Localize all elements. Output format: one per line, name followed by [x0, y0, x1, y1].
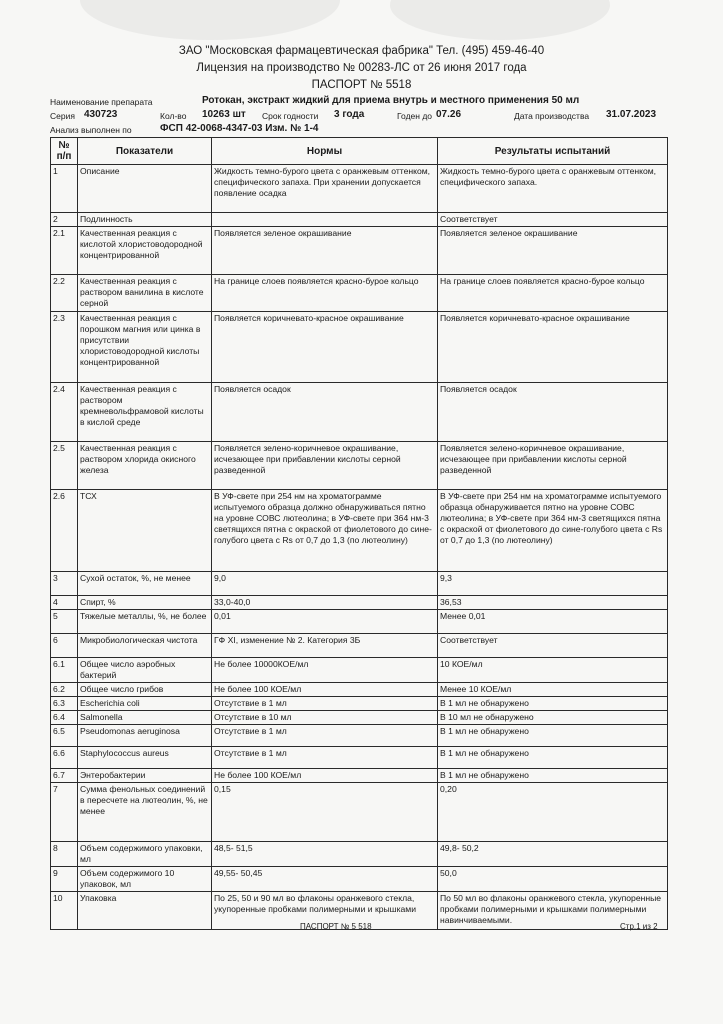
cell-number: 2.5: [51, 442, 78, 490]
cell-norm: Жидкость темно-бурого цвета с оранжевым оттенком, специфического запаха. При хранении допускается появление осадка: [212, 165, 438, 213]
cell-result: В 10 мл не обнаружено: [438, 711, 668, 725]
table-row: [51, 442, 668, 490]
cell-result: 0,20: [438, 783, 668, 842]
cell-result: Менее 10 КОЕ/мл: [438, 683, 668, 697]
qty-value: 10263 шт: [202, 109, 246, 120]
cell-result: Появляется зелено-коричневое окрашивание, исчезающее при прибавлении кислоты серной разведенной: [438, 442, 668, 490]
cell-norm: 33,0-40,0: [212, 596, 438, 610]
passport-title: ПАСПОРТ № 5518: [311, 79, 412, 91]
cell-number: 6.2: [51, 683, 78, 697]
series-value: 430723: [84, 109, 118, 120]
cell-number: 6.6: [51, 747, 78, 769]
table-row: [51, 596, 668, 610]
cell-indicator: Качественная реакция с кислотой хлористоводородной концентрированной: [78, 227, 212, 275]
cell-result: Появляется осадок: [438, 383, 668, 442]
cell-indicator: Энтеробактерии: [78, 769, 212, 783]
cell-indicator: ТСХ: [78, 490, 212, 572]
table-row: [51, 490, 668, 572]
cell-indicator: Сухой остаток, %, не менее: [78, 572, 212, 596]
cell-indicator: Качественная реакция с раствором ванилина в кислоте серной: [78, 275, 212, 312]
table-row: [51, 711, 668, 725]
cell-indicator: Качественная реакция с порошком магния или цинка в присутствии хлористоводородной кислоты концентрированной: [78, 312, 212, 383]
cell-indicator: Общее число аэробных бактерий: [78, 658, 212, 683]
table-row: [51, 683, 668, 697]
cell-norm: Отсутствие в 1 мл: [212, 725, 438, 747]
company-line: ЗАО "Московская фармацевтическая фабрика" Тел. (495) 459-46-40: [178, 45, 545, 57]
cell-result: В 1 мл не обнаружено: [438, 747, 668, 769]
cell-indicator: Подлинность: [78, 213, 212, 227]
cell-number: 4: [51, 596, 78, 610]
cell-result: В 1 мл не обнаружено: [438, 697, 668, 711]
cell-indicator: Спирт, %: [78, 596, 212, 610]
footer-page-number: Стр.1 из 2: [620, 922, 658, 931]
cell-number: 6.4: [51, 711, 78, 725]
cell-result: По 50 мл во флаконы оранжевого стекла, укупоренные пробками полимерными и крышками полимерными навинчиваемыми.: [438, 892, 668, 930]
cell-result: 9,3: [438, 572, 668, 596]
cell-result: Появляется коричневато-красное окрашивание: [438, 312, 668, 383]
cell-norm: ГФ XI, изменение № 2. Категория 3Б: [212, 634, 438, 658]
cell-norm: 9,0: [212, 572, 438, 596]
cell-result: В УФ-свете при 254 нм на хроматограмме испытуемого образца обнаруживается пятно на уровне СОВС лютеолина; в УФ-свете при 364 нм-3 светящихся пятна с окраской от фиолетового до сине-голубого цвета с Rs от 0,7 до 1,3 (по лютеолину): [438, 490, 668, 572]
cell-indicator: Сумма фенольных соединений в пересчете на лютеолин, %, не менее: [78, 783, 212, 842]
cell-number: 2: [51, 213, 78, 227]
analysis-value: ФСП 42-0068-4347-03 Изм. № 1-4: [160, 123, 319, 134]
cell-norm: 48,5- 51,5: [212, 842, 438, 867]
table-row: [51, 697, 668, 711]
cell-number: 5: [51, 610, 78, 634]
license-line: Лицензия на производство № 00283-ЛС от 26 июня 2017 года: [196, 62, 527, 74]
cell-indicator: Общее число грибов: [78, 683, 212, 697]
cell-norm: Появляется осадок: [212, 383, 438, 442]
analysis-label: Анализ выполнен по: [50, 125, 132, 135]
cell-number: 6.3: [51, 697, 78, 711]
cell-indicator: Объем содержимого упаковки, мл: [78, 842, 212, 867]
cell-result: Менее 0,01: [438, 610, 668, 634]
table-row: [51, 227, 668, 275]
valid-label: Годен до: [397, 111, 433, 121]
table-row: [51, 867, 668, 892]
table-header-row: [51, 138, 668, 165]
cell-norm: Отсутствие в 10 мл: [212, 711, 438, 725]
cell-indicator: Упаковка: [78, 892, 212, 930]
cell-indicator: Качественная реакция с раствором кремневольфрамовой кислоты в кислой среде: [78, 383, 212, 442]
col-indicator-header: Показатели: [78, 138, 212, 165]
cell-norm: Не более 10000КОЕ/мл: [212, 658, 438, 683]
cell-result: 10 КОЕ/мл: [438, 658, 668, 683]
cell-norm: Отсутствие в 1 мл: [212, 697, 438, 711]
cell-result: В 1 мл не обнаружено: [438, 769, 668, 783]
cell-norm: Не более 100 КОЕ/мл: [212, 683, 438, 697]
cell-number: 2.2: [51, 275, 78, 312]
table-row: [51, 213, 668, 227]
col-norm-header: Нормы: [212, 138, 438, 165]
cell-norm: Появляется зелено-коричневое окрашивание, исчезающее при прибавлении кислоты серной разведенной: [212, 442, 438, 490]
table-row: [51, 725, 668, 747]
cell-number: 1: [51, 165, 78, 213]
drug-label: Наименование препарата: [50, 97, 153, 107]
scan-stain: [80, 0, 340, 40]
table-row: [51, 842, 668, 867]
cell-indicator: Escherichia coli: [78, 697, 212, 711]
shelf-label: Срок годности: [262, 111, 319, 121]
valid-value: 07.26: [436, 109, 462, 120]
table-row: [51, 165, 668, 213]
cell-result: 50,0: [438, 867, 668, 892]
cell-number: 6.7: [51, 769, 78, 783]
cell-norm: 49,55- 50,45: [212, 867, 438, 892]
cell-number: 6.1: [51, 658, 78, 683]
table-row: [51, 610, 668, 634]
cell-result: Соответствует: [438, 213, 668, 227]
cell-number: 2.6: [51, 490, 78, 572]
cell-result: В 1 мл не обнаружено: [438, 725, 668, 747]
cell-indicator: Staphylococcus aureus: [78, 747, 212, 769]
cell-result: На границе слоев появляется красно-бурое кольцо: [438, 275, 668, 312]
table-row: [51, 383, 668, 442]
cell-norm: 0,15: [212, 783, 438, 842]
cell-result: 49,8- 50,2: [438, 842, 668, 867]
series-label: Серия: [50, 111, 75, 121]
cell-norm: [212, 213, 438, 227]
cell-norm: По 25, 50 и 90 мл во флаконы оранжевого стекла, укупоренные пробками полимерными и крышками: [212, 892, 438, 930]
cell-number: 2.1: [51, 227, 78, 275]
cell-norm: Отсутствие в 1 мл: [212, 747, 438, 769]
cell-number: 8: [51, 842, 78, 867]
date-label: Дата производства: [514, 111, 590, 121]
cell-indicator: Описание: [78, 165, 212, 213]
table-row: [51, 275, 668, 312]
table-row: [51, 312, 668, 383]
table-row: [51, 747, 668, 769]
passport-table: [50, 137, 668, 930]
col-result-header: Результаты испытаний: [438, 138, 668, 165]
scan-stain: [390, 0, 610, 40]
cell-result: Появляется зеленое окрашивание: [438, 227, 668, 275]
cell-number: 2.4: [51, 383, 78, 442]
table-row: [51, 634, 668, 658]
cell-norm: Не более 100 КОЕ/мл: [212, 769, 438, 783]
table-row: [51, 769, 668, 783]
cell-norm: В УФ-свете при 254 нм на хроматограмме испытуемого образца должно обнаруживаться пятно на уровне СОВС лютеолина; в УФ-свете при 364 нм-3 светящихся пятна с окраской от фиолетового до сине-голубого цвета с Rs от 0,7 до 1,3 (по лютеолину): [212, 490, 438, 572]
cell-indicator: Тяжелые металлы, %, не более: [78, 610, 212, 634]
cell-norm: На границе слоев появляется красно-бурое кольцо: [212, 275, 438, 312]
cell-result: Соответствует: [438, 634, 668, 658]
cell-indicator: Микробиологическая чистота: [78, 634, 212, 658]
cell-number: 2.3: [51, 312, 78, 383]
table-row: [51, 783, 668, 842]
cell-number: 7: [51, 783, 78, 842]
cell-indicator: Salmonella: [78, 711, 212, 725]
cell-indicator: Pseudomonas aeruginosa: [78, 725, 212, 747]
footer-passport-number: ПАСПОРТ № 5 518: [300, 922, 372, 931]
shelf-value: 3 года: [334, 109, 365, 120]
cell-indicator: Объем содержимого 10 упаковок, мл: [78, 867, 212, 892]
cell-number: 6: [51, 634, 78, 658]
cell-indicator: Качественная реакция с раствором хлорида окисного железа: [78, 442, 212, 490]
cell-result: 36,53: [438, 596, 668, 610]
cell-norm: 0,01: [212, 610, 438, 634]
date-value: 31.07.2023: [606, 109, 657, 120]
qty-label: Кол-во: [160, 111, 187, 121]
cell-number: 9: [51, 867, 78, 892]
cell-number: 3: [51, 572, 78, 596]
drug-name: Ротокан, экстракт жидкий для приема внутрь и местного применения 50 мл: [202, 95, 580, 106]
cell-norm: Появляется зеленое окрашивание: [212, 227, 438, 275]
table-row: [51, 572, 668, 596]
cell-number: 6.5: [51, 725, 78, 747]
table-row: [51, 658, 668, 683]
cell-number: 10: [51, 892, 78, 930]
cell-norm: Появляется коричневато-красное окрашивание: [212, 312, 438, 383]
cell-result: Жидкость темно-бурого цвета с оранжевым оттенком, специфического запаха.: [438, 165, 668, 213]
col-number-header: № п/п: [51, 138, 78, 165]
